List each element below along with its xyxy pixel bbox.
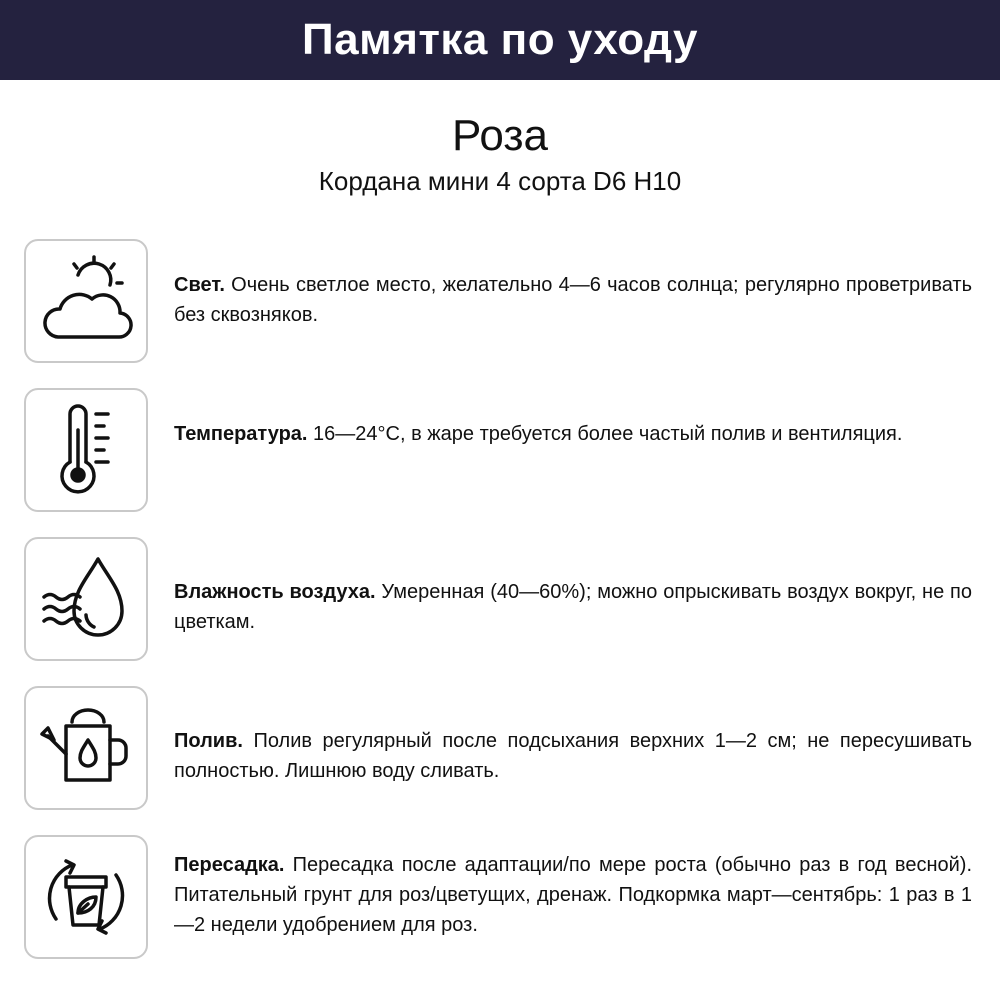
care-label: Полив. — [174, 730, 243, 752]
care-label: Температура. — [174, 423, 308, 445]
watering-icon-box — [24, 686, 148, 810]
light-icon-box — [24, 239, 148, 363]
care-item-humidity — [174, 577, 972, 637]
care-text: 16—24°C, в жаре требуется более частый полив и вентиляция. — [313, 423, 903, 445]
repot-icon-box — [24, 835, 148, 959]
care-item-repotting — [174, 850, 972, 940]
sun-cloud-icon — [36, 251, 136, 351]
care-text: Очень светлое место, желательно 4—6 часов солнца; регулярно проветривать без сквозняков. — [174, 274, 972, 326]
care-text: Умеренная (40—60%); можно опрыскивать воздух вокруг, не по цветкам. — [174, 581, 973, 633]
plant-variety: Кордана мини 4 сорта D6 H10 — [318, 166, 682, 196]
thermometer-icon — [36, 400, 136, 500]
header-title: Памятка по уходу — [302, 15, 698, 64]
care-item-temperature — [174, 419, 972, 449]
care-text: Пересадка после адаптации/по мере роста (обычно раз в год весной). Питательный грунт для роз/цветущих, дренаж. Подкормка март—сентябрь: 1 раз в 1—2 недели удобрением для роз. — [174, 854, 972, 936]
repot-icon — [36, 847, 136, 947]
care-label: Влажность воздуха. — [174, 581, 376, 603]
care-label: Свет. — [174, 274, 225, 296]
care-item-watering — [174, 726, 972, 786]
temperature-icon-box — [24, 388, 148, 512]
page-header — [0, 0, 1000, 80]
humidity-icon-box — [24, 537, 148, 661]
care-item-light — [174, 270, 972, 330]
watering-can-icon — [36, 698, 136, 798]
care-text: Полив регулярный после подсыхания верхних 1—2 см; не пересушивать полностью. Лишнюю воду сливать. — [174, 730, 973, 782]
care-label: Пересадка. — [174, 854, 285, 876]
humidity-drop-icon — [36, 549, 136, 649]
plant-name: Роза — [451, 111, 549, 160]
